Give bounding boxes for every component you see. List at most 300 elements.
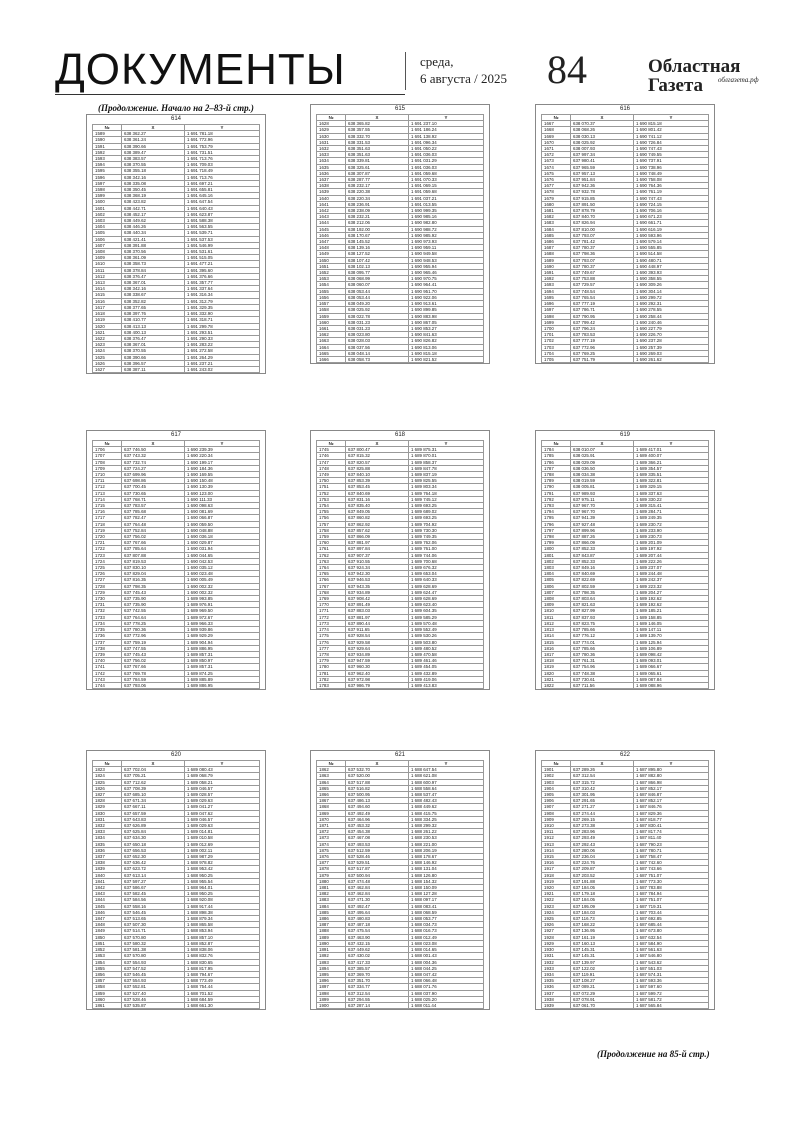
coord-x: 637 852.33 (571, 558, 634, 564)
coord-y: 1 690 661.71 (634, 220, 709, 226)
coord-x: 637 685.10 (122, 792, 185, 798)
coord-x: 638 376.47 (122, 273, 185, 279)
point-number: 1630 (317, 133, 346, 139)
point-number: 1728 (93, 583, 122, 589)
point-number: 1789 (542, 478, 571, 484)
coord-y: 1 690 393.93 (634, 270, 709, 276)
point-number: 1847 (93, 916, 122, 922)
point-number: 1717 (93, 515, 122, 521)
coord-x: 638 029.09 (571, 459, 634, 465)
point-number: 1666 (317, 356, 346, 362)
coord-y: 1 690 555.85 (634, 245, 709, 251)
coord-x: 638 440.34 (122, 230, 185, 236)
coord-x: 637 748.38 (571, 670, 634, 676)
column-header-num: № (93, 761, 122, 767)
coord-y: 1 691 264.29 (185, 354, 260, 360)
point-number: 1899 (317, 996, 346, 1002)
coord-x: 638 170.67 (346, 232, 409, 238)
coord-x: 638 389.47 (122, 149, 185, 155)
point-number: 1848 (93, 922, 122, 928)
coord-y: 1 688 053.77 (409, 916, 484, 922)
coord-y: 1 690 959.11 (409, 245, 484, 251)
coord-y: 1 690 999.35 (409, 208, 484, 214)
point-number: 1679 (542, 195, 571, 201)
coord-y: 1 691 070.33 (409, 177, 484, 183)
point-number: 1802 (542, 558, 571, 564)
point-number: 1827 (93, 792, 122, 798)
coord-y: 1 690 867.05 (409, 319, 484, 325)
point-number: 1704 (542, 350, 571, 356)
coord-x: 637 708.39 (122, 785, 185, 791)
column-header-num: № (542, 441, 571, 447)
coord-x: 637 463.90 (346, 934, 409, 940)
point-number: 1808 (542, 596, 571, 602)
coord-y: 1 689 419.06 (409, 676, 484, 682)
coord-y: 1 690 724.15 (634, 201, 709, 207)
coord-y: 1 690 042.53 (185, 558, 260, 564)
coord-y: 1 688 014.65 (409, 947, 484, 953)
coord-x: 637 312.54 (346, 990, 409, 996)
point-number: 1913 (542, 841, 571, 847)
coord-x: 638 192.00 (346, 226, 409, 232)
coord-y: 1 690 988.72 (409, 226, 484, 232)
point-number: 1645 (317, 226, 346, 232)
coord-x: 637 781.42 (571, 239, 634, 245)
coord-y: 1 690 748.49 (634, 170, 709, 176)
coord-x: 637 385.57 (346, 965, 409, 971)
newspaper-site: облгазета.рф (718, 76, 759, 84)
coord-x: 637 980.41 (571, 158, 634, 164)
coord-x: 637 586.67 (122, 885, 185, 891)
coord-x: 637 195.09 (571, 903, 634, 909)
point-number: 1915 (542, 854, 571, 860)
coord-x: 638 410.77 (122, 317, 185, 323)
coord-x: 637 934.89 (346, 651, 409, 657)
coord-x: 638 036.50 (571, 465, 634, 471)
coord-x: 637 061.70 (571, 1002, 634, 1008)
coord-x: 637 657.59 (122, 810, 185, 816)
coord-x: 638 391.88 (122, 242, 185, 248)
issue-weekday: среда, (420, 54, 454, 69)
coord-y: 1 690 982.80 (409, 220, 484, 226)
coord-x: 637 929.64 (346, 645, 409, 651)
point-number: 1891 (317, 947, 346, 953)
coord-x: 637 849.16 (571, 565, 634, 571)
coord-y: 1 691 337.64 (185, 286, 260, 292)
coord-x: 637 184.03 (571, 909, 634, 915)
coord-y: 1 688 987.29 (185, 854, 260, 860)
coord-y: 1 689 904.94 (185, 639, 260, 645)
coord-y: 1 690 616.19 (634, 226, 709, 232)
coord-x: 638 010.07 (571, 447, 634, 453)
point-number: 1855 (93, 965, 122, 971)
coord-x: 637 843.87 (571, 552, 634, 558)
coord-x: 637 108.27 (571, 978, 634, 984)
point-number: 1685 (542, 232, 571, 238)
point-number: 1636 (317, 170, 346, 176)
coord-y: 1 691 243.02 (185, 366, 260, 372)
block-number: 617 (170, 432, 181, 438)
coord-x: 637 271.27 (571, 804, 634, 810)
point-number: 1681 (542, 208, 571, 214)
coord-x: 637 492.49 (346, 810, 409, 816)
coord-y: 1 689 329.15 (634, 484, 709, 490)
coord-y: 1 690 081.69 (185, 509, 260, 515)
point-number: 1818 (542, 658, 571, 664)
coord-y: 1 690 922.06 (409, 294, 484, 300)
coord-x: 637 840.69 (571, 571, 634, 577)
coord-y: 1 688 647.54 (409, 767, 484, 773)
coord-x: 637 700.45 (122, 484, 185, 490)
coord-y: 1 688 221.00 (409, 841, 484, 847)
coord-y: 1 691 477.21 (185, 261, 260, 267)
point-number: 1858 (93, 984, 122, 990)
coord-x: 638 442.71 (122, 205, 185, 211)
coord-y: 1 691 718.49 (185, 168, 260, 174)
coord-x: 637 671.34 (122, 798, 185, 804)
coord-y: 1 687 784.94 (634, 891, 709, 897)
coordinate-block-618 (310, 430, 490, 690)
point-number: 1783 (317, 682, 346, 688)
point-number: 1594 (93, 162, 122, 168)
point-number: 1755 (317, 509, 346, 515)
coord-x: 637 943.35 (346, 583, 409, 589)
coord-y: 1 691 515.05 (185, 255, 260, 261)
coord-y: 1 690 826.82 (409, 338, 484, 344)
point-number: 1622 (93, 335, 122, 341)
coord-x: 637 761.31 (571, 658, 634, 664)
coord-y: 1 691 237.21 (185, 360, 260, 366)
coord-x: 638 390.66 (122, 354, 185, 360)
coord-y: 1 690 036.18 (185, 534, 260, 540)
coord-x: 637 962.40 (346, 670, 409, 676)
point-number: 1609 (93, 255, 122, 261)
coord-x: 637 972.98 (346, 676, 409, 682)
coord-x: 637 821.63 (571, 602, 634, 608)
point-number: 1881 (317, 885, 346, 891)
coord-x: 638 060.07 (346, 282, 409, 288)
coord-y: 1 691 059.68 (409, 170, 484, 176)
header-divider (405, 52, 406, 90)
coord-x: 637 799.42 (571, 319, 634, 325)
point-number: 1715 (93, 503, 122, 509)
point-number: 1849 (93, 928, 122, 934)
point-number: 1721 (93, 540, 122, 546)
coord-y: 1 689 249.35 (634, 515, 709, 521)
coord-y: 1 689 204.27 (634, 589, 709, 595)
coord-y: 1 691 283.22 (185, 342, 260, 348)
coord-x: 637 643.83 (122, 816, 185, 822)
coord-x: 637 941.39 (571, 515, 634, 521)
coord-y: 1 689 503.80 (409, 639, 484, 645)
coord-x: 638 053.44 (346, 288, 409, 294)
column-header-y: Y (634, 441, 709, 447)
coord-y: 1 688 684.59 (185, 996, 260, 1002)
coord-y: 1 689 335.51 (634, 472, 709, 478)
coord-x: 637 957.13 (571, 170, 634, 176)
coord-x: 637 785.66 (571, 627, 634, 633)
point-number: 1718 (93, 521, 122, 527)
point-number: 1687 (542, 245, 571, 251)
coord-x: 637 951.84 (571, 177, 634, 183)
coord-y: 1 687 846.76 (634, 804, 709, 810)
coord-y: 1 688 127.28 (409, 891, 484, 897)
coord-y: 1 688 950.25 (185, 891, 260, 897)
coord-x: 637 711.56 (571, 682, 634, 688)
coord-x: 637 942.30 (346, 571, 409, 577)
coord-x: 638 145.52 (346, 239, 409, 245)
point-number: 1599 (93, 193, 122, 199)
point-number: 1871 (317, 823, 346, 829)
point-number: 1902 (542, 773, 571, 779)
point-number: 1823 (93, 767, 122, 773)
point-number: 1651 (317, 263, 346, 269)
coord-y: 1 688 299.32 (409, 823, 484, 829)
coord-y: 1 691 138.92 (409, 133, 484, 139)
coord-x: 637 967.70 (571, 503, 634, 509)
coord-y: 1 688 230.53 (409, 835, 484, 841)
point-number: 1894 (317, 965, 346, 971)
point-number: 1918 (542, 872, 571, 878)
point-number: 1748 (317, 465, 346, 471)
point-number: 1596 (93, 174, 122, 180)
point-number: 1860 (93, 996, 122, 1002)
coord-y: 1 689 233.90 (634, 527, 709, 533)
point-number: 1669 (542, 133, 571, 139)
coord-x: 637 517.87 (346, 866, 409, 872)
coord-y: 1 689 029.63 (185, 798, 260, 804)
coord-x: 638 339.81 (346, 158, 409, 164)
coord-y: 1 689 046.57 (185, 816, 260, 822)
coord-y: 1 687 790.23 (634, 841, 709, 847)
coord-y: 1 690 150.48 (185, 478, 260, 484)
coord-y: 1 688 016.73 (409, 928, 484, 934)
point-number: 1739 (93, 651, 122, 657)
coord-x: 638 452.17 (122, 211, 185, 217)
point-number: 1745 (317, 447, 346, 453)
point-number: 1696 (542, 301, 571, 307)
point-number: 1876 (317, 854, 346, 860)
coord-x: 638 025.91 (571, 453, 634, 459)
coord-y: 1 689 886.95 (185, 682, 260, 688)
coord-x: 637 494.60 (346, 804, 409, 810)
coord-x: 637 656.53 (122, 847, 185, 853)
coord-x: 638 037.56 (346, 344, 409, 350)
point-number: 1703 (542, 344, 571, 350)
table-row (93, 682, 260, 688)
coord-x: 638 361.24 (122, 137, 185, 143)
coord-y: 1 691 753.79 (185, 143, 260, 149)
coord-x: 638 377.65 (122, 304, 185, 310)
coord-x: 638 031.23 (346, 325, 409, 331)
coord-x: 637 823.75 (571, 620, 634, 626)
coord-x: 637 570.80 (122, 953, 185, 959)
coord-x: 637 802.59 (571, 583, 634, 589)
coord-x: 637 853.39 (346, 478, 409, 484)
coord-x: 637 334.77 (346, 984, 409, 990)
point-number: 1806 (542, 583, 571, 589)
point-number: 1867 (317, 798, 346, 804)
coord-x: 637 853.45 (346, 484, 409, 490)
coord-y: 1 691 539.71 (185, 230, 260, 236)
coord-y: 1 687 546.80 (634, 953, 709, 959)
point-number: 1658 (317, 307, 346, 313)
coord-y: 1 690 761.19 (634, 189, 709, 195)
coord-y: 1 689 080.43 (185, 767, 260, 773)
coord-x: 637 989.93 (571, 490, 634, 496)
point-number: 1846 (93, 909, 122, 915)
coordinate-block-614 (86, 114, 266, 374)
point-number: 1777 (317, 645, 346, 651)
coord-y: 1 687 743.66 (634, 866, 709, 872)
point-number: 1828 (93, 798, 122, 804)
coord-y: 1 689 354.57 (634, 465, 709, 471)
coord-x: 637 471.30 (346, 897, 409, 903)
block-number: 618 (394, 432, 405, 438)
coord-x: 638 421.41 (122, 236, 185, 242)
coord-y: 1 687 581.72 (634, 996, 709, 1002)
coord-x: 637 514.71 (122, 928, 185, 934)
point-number: 1620 (93, 323, 122, 329)
block-number: 622 (619, 752, 630, 758)
coord-x: 638 396.57 (122, 360, 185, 366)
coord-y: 1 689 065.61 (634, 670, 709, 676)
coord-y: 1 687 673.80 (634, 928, 709, 934)
point-number: 1764 (317, 565, 346, 571)
coord-x: 638 139.16 (346, 245, 409, 251)
point-number: 1831 (93, 816, 122, 822)
point-number: 1787 (542, 465, 571, 471)
coord-x: 637 735.90 (122, 602, 185, 608)
point-number: 1842 (93, 885, 122, 891)
coord-x: 638 127.52 (346, 251, 409, 257)
coord-x: 637 139.97 (571, 959, 634, 965)
table-row (317, 356, 484, 362)
coord-x: 637 613.14 (122, 872, 185, 878)
coord-x: 638 034.38 (571, 472, 634, 478)
coord-x: 637 369.70 (346, 971, 409, 977)
coord-x: 637 089.21 (571, 984, 634, 990)
coord-y: 1 689 098.42 (634, 651, 709, 657)
column-header-x: X (346, 761, 409, 767)
coord-y: 1 688 068.59 (409, 909, 484, 915)
coord-x: 637 453.32 (346, 823, 409, 829)
coord-x: 637 769.25 (571, 350, 634, 356)
point-number: 1870 (317, 816, 346, 822)
coord-x: 637 756.02 (122, 658, 185, 664)
coord-y: 1 691 640.43 (185, 205, 260, 211)
point-number: 1927 (542, 928, 571, 934)
coord-y: 1 690 738.96 (634, 164, 709, 170)
coord-y: 1 690 955.94 (409, 263, 484, 269)
point-number: 1914 (542, 847, 571, 853)
point-number: 1933 (542, 965, 571, 971)
point-number: 1892 (317, 953, 346, 959)
point-number: 1664 (317, 344, 346, 350)
coord-y: 1 688 953.42 (185, 866, 260, 872)
coord-y: 1 688 178.67 (409, 854, 484, 860)
coord-x: 637 840.70 (571, 214, 634, 220)
coord-y: 1 690 111.33 (185, 496, 260, 502)
point-number: 1844 (93, 897, 122, 903)
point-number: 1742 (93, 670, 122, 676)
coord-x: 638 107.42 (346, 257, 409, 263)
coord-x: 637 777.19 (571, 301, 634, 307)
coord-x: 637 315.72 (571, 779, 634, 785)
point-number: 1642 (317, 208, 346, 214)
coord-y: 1 691 772.96 (185, 137, 260, 143)
coord-x: 637 552.81 (122, 984, 185, 990)
coord-x: 637 454.38 (346, 829, 409, 835)
coord-y: 1 689 939.86 (185, 627, 260, 633)
coord-y: 1 688 817.95 (185, 965, 260, 971)
point-number: 1819 (542, 664, 571, 670)
coord-x: 637 634.30 (122, 835, 185, 841)
point-number: 1883 (317, 897, 346, 903)
coord-y: 1 687 817.74 (634, 829, 709, 835)
coord-y: 1 687 543.62 (634, 959, 709, 965)
coord-y: 1 690 226.70 (634, 332, 709, 338)
point-number: 1633 (317, 152, 346, 158)
point-number: 1854 (93, 959, 122, 965)
coord-y: 1 690 801.42 (634, 127, 709, 133)
point-number: 1597 (93, 180, 122, 186)
coord-y: 1 688 838.06 (185, 947, 260, 953)
coord-x: 637 748.54 (571, 288, 634, 294)
point-number: 1673 (542, 158, 571, 164)
column-header-x: X (571, 115, 634, 121)
point-number: 1836 (93, 847, 122, 853)
point-number: 1822 (542, 682, 571, 688)
coord-x: 637 558.16 (122, 903, 185, 909)
coord-x: 637 835.40 (346, 503, 409, 509)
coord-x: 637 517.88 (346, 779, 409, 785)
coord-x: 637 965.59 (571, 164, 634, 170)
point-number: 1723 (93, 552, 122, 558)
coord-y: 1 690 764.36 (634, 183, 709, 189)
coord-y: 1 689 223.32 (634, 583, 709, 589)
column-header-y: Y (185, 441, 260, 447)
coord-x: 637 866.09 (571, 540, 634, 546)
coord-y: 1 689 207.44 (634, 552, 709, 558)
coord-y: 1 688 701.52 (185, 990, 260, 996)
point-number: 1750 (317, 478, 346, 484)
coord-x: 637 735.90 (122, 596, 185, 602)
coord-x: 637 887.26 (571, 534, 634, 540)
block-number: 616 (619, 106, 630, 112)
coord-x: 637 667.11 (122, 804, 185, 810)
coord-x: 637 730.61 (571, 676, 634, 682)
coord-y: 1 691 013.55 (409, 201, 484, 207)
continuation-note-bottom: (Продолжение на 85-й стр.) (597, 1049, 710, 1059)
coord-y: 1 687 852.17 (634, 785, 709, 791)
point-number: 1650 (317, 257, 346, 263)
coord-x: 637 890.44 (346, 620, 409, 626)
coord-y: 1 687 703.44 (634, 909, 709, 915)
coord-y: 1 690 671.23 (634, 214, 709, 220)
coord-x: 637 280.06 (571, 847, 634, 853)
point-number: 1713 (93, 490, 122, 496)
coord-y: 1 690 749.55 (634, 152, 709, 158)
coord-y: 1 690 299.72 (634, 294, 709, 300)
coordinate-block-621 (310, 750, 490, 1010)
coord-y: 1 690 841.63 (409, 332, 484, 338)
coord-x: 637 184.05 (571, 897, 634, 903)
coord-x: 637 769.78 (122, 670, 185, 676)
point-number: 1863 (317, 773, 346, 779)
coord-x: 637 790.95 (571, 313, 634, 319)
coord-x: 637 816.35 (122, 577, 185, 583)
